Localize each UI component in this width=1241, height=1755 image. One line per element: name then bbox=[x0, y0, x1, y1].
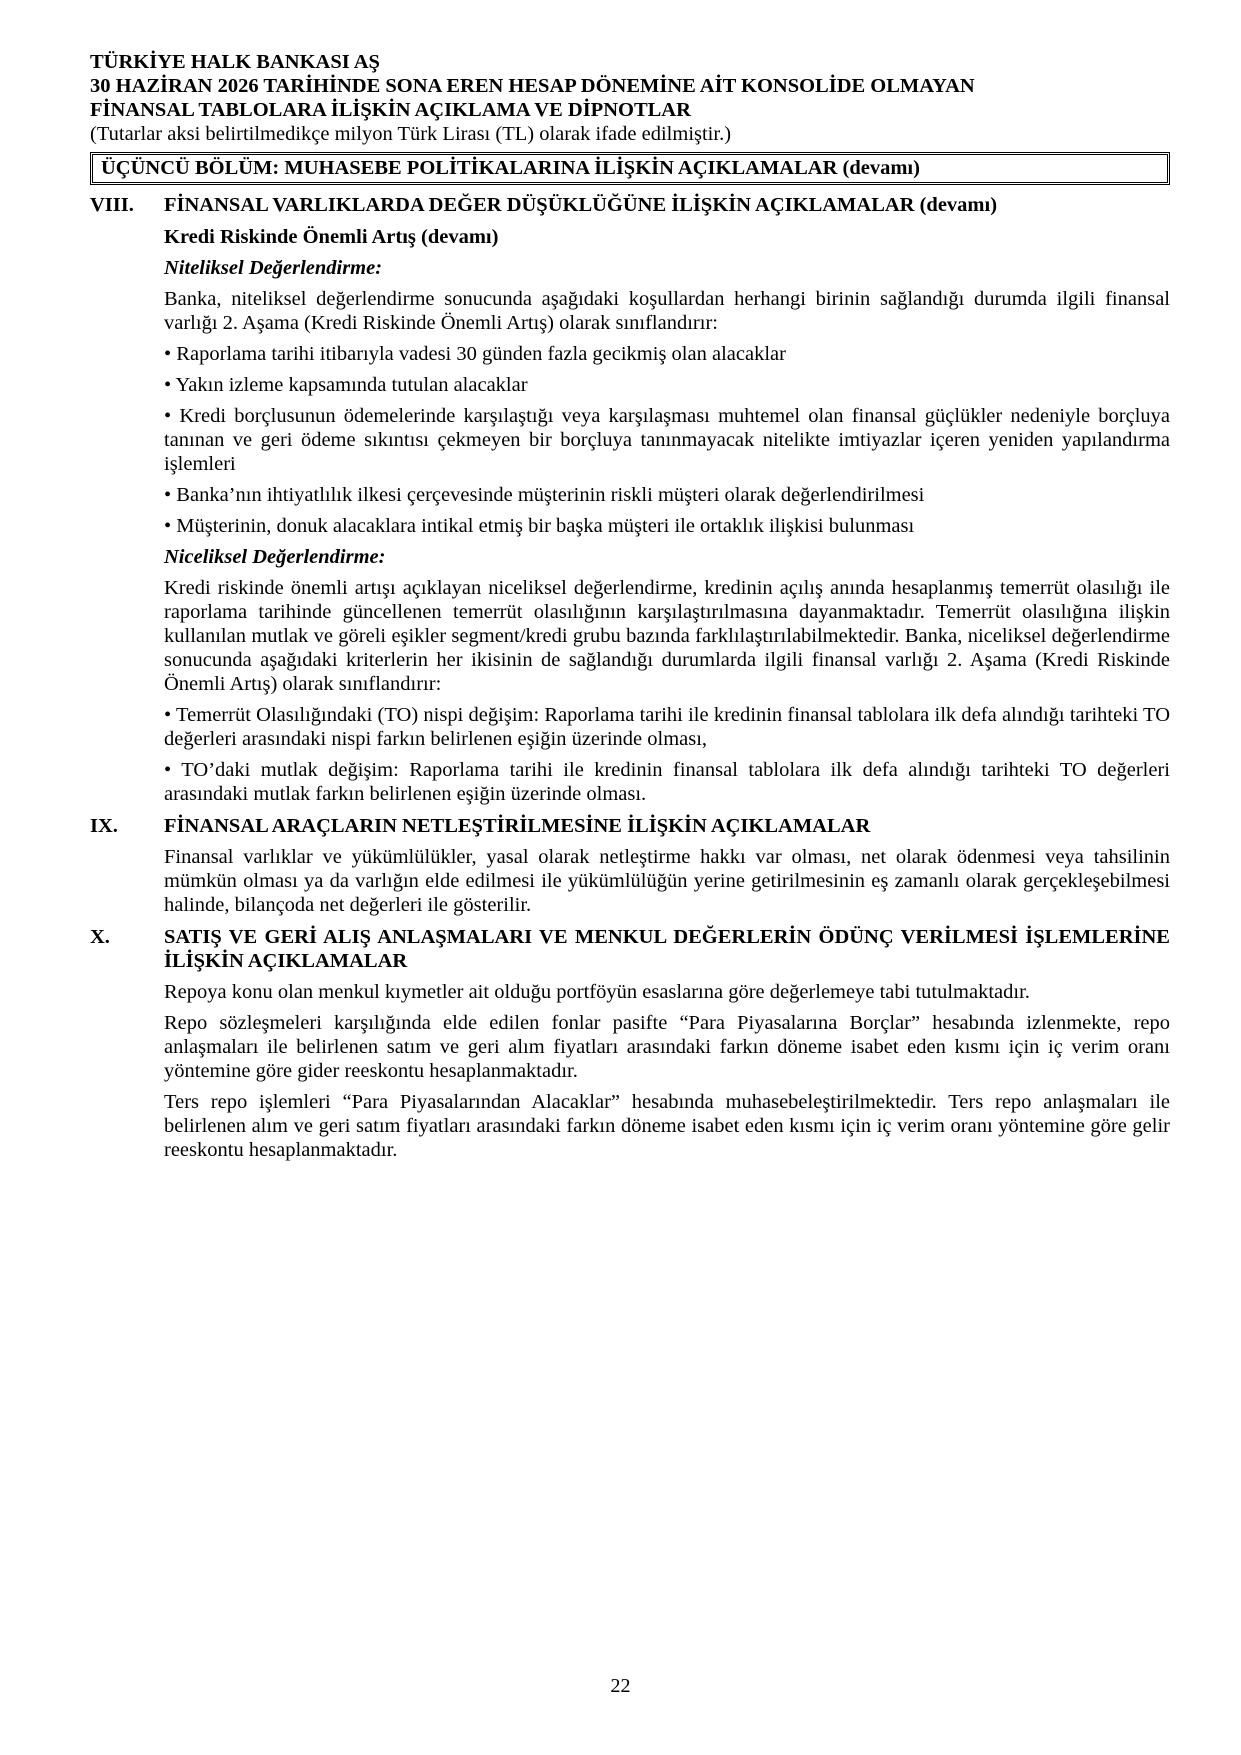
section-viii bbox=[90, 193, 1170, 806]
company-name: TÜRKİYE HALK BANKASI AŞ bbox=[90, 51, 380, 73]
bullet-item: • Yakın izleme kapsamında tutulan alacaklar bbox=[164, 374, 528, 396]
section-body bbox=[164, 193, 1170, 806]
bullet-item: • Banka’nın ihtiyatlılık ilkesi çerçevesinde müşterinin riskli müşteri olarak değerlendirilmesi bbox=[164, 484, 925, 506]
paragraph: Repoya konu olan menkul kıymetler ait olduğu portföyün esaslarına göre değerlemeye tabi tutulmaktadır. bbox=[164, 981, 1030, 1003]
paragraph: Kredi riskinde önemli artışı açıklayan niceliksel değerlendirme, kredinin açılış anında hesaplanmış temerrüt olasılığı ile raporlama tarihinde güncellenen temerrüt olasılığının karşılaştırılmasına dayanmaktadır. Temerrüt olasılığına ilişkin kullanılan mutlak ve göreli eşikler segment/kredi grubu bazında farklılaştırılabilmektedir. Banka, niceliksel değerlendirme sonucunda aşağıdaki kriterlerin her ikisinin de sağlandığı durumlarda ilgili finansal varlığı 2. Aşama (Kredi Riskinde Önemli Artış) olarak sınıflandırır: bbox=[164, 577, 1170, 695]
report-subtitle: FİNANSAL TABLOLARA İLİŞKİN AÇIKLAMA VE DİPNOTLAR bbox=[90, 99, 691, 121]
paragraph: Banka, niteliksel değerlendirme sonucunda aşağıdaki koşullardan herhangi birinin sağlandığı durumda ilgili finansal varlığı 2. Aşama (Kredi Riskinde Önemli Artış) olarak sınıflandırır: bbox=[164, 288, 1170, 334]
document-page bbox=[90, 50, 1170, 1162]
bullet-item: • Raporlama tarihi itibarıyla vadesi 30 günden fazla gecikmiş olan alacaklar bbox=[164, 343, 786, 365]
section-body bbox=[164, 925, 1170, 1162]
section-title: SATIŞ VE GERİ ALIŞ ANLAŞMALARI VE MENKUL DEĞERLERİN ÖDÜNÇ VERİLMESİ İŞLEMLERİNE İLİŞKİN AÇIKLAMALAR bbox=[164, 926, 1170, 972]
section-number: IX. bbox=[90, 815, 118, 837]
section-title: FİNANSAL ARAÇLARIN NETLEŞTİRİLMESİNE İLİŞKİN AÇIKLAMALAR bbox=[164, 815, 871, 837]
qualitative-title: Niteliksel Değerlendirme: bbox=[164, 257, 383, 279]
paragraph: Repo sözleşmeleri karşılığında elde edilen fonlar pasifte “Para Piyasalarına Borçlar” hesabında izlenmekte, repo anlaşmaları ile belirlenen satım ve geri alım fiyatları arasındaki farkın döneme isabet eden kısmı için iç verim oranı yöntemine göre gider reeskontu hesaplanmaktadır. bbox=[164, 1012, 1170, 1082]
bullet-item: • Temerrüt Olasılığındaki (TO) nispi değişim: Raporlama tarihi ile kredinin finansal tablolara ilk defa alındığı tarihteki TO değerleri arasındaki nispi farkın belirlenen eşiğin üzerinde olması, bbox=[164, 704, 1170, 750]
section-number: X. bbox=[90, 926, 110, 948]
page-number: 22 bbox=[610, 1675, 631, 1697]
subsection-title: Kredi Riskinde Önemli Artış (devamı) bbox=[164, 226, 499, 248]
quantitative-title: Niceliksel Değerlendirme: bbox=[164, 546, 386, 568]
section-x bbox=[90, 925, 1170, 1162]
paragraph: Finansal varlıklar ve yükümlülükler, yasal olarak netleştirme hakkı var olması, net olarak ödenmesi veya tahsilinin mümkün olması ya da varlığın elde edilmesi ile yükümlülüğün yerine getirilmesinin eş zamanlı olarak gerçekleşebilmesi halinde, bilançoda net değerleri ile gösterilir. bbox=[164, 846, 1170, 916]
section-number: VIII. bbox=[90, 194, 134, 216]
paragraph: Ters repo işlemleri “Para Piyasalarından Alacaklar” hesabında muhasebeleştirilmektedir. Ters repo anlaşmaları ile belirlenen alım ve geri satım fiyatları arasındaki farkın döneme isabet eden kısmı için iç verim oranı yöntemine göre gelir reeskontu hesaplanmaktadır. bbox=[164, 1091, 1170, 1161]
bullet-item: • TO’daki mutlak değişim: Raporlama tarihi ile kredinin finansal tablolara ilk defa alındığı tarihteki TO değerleri arasındaki mutlak farkın belirlenen eşiğin üzerinde olması. bbox=[164, 759, 1170, 805]
bullet-item: • Müşterinin, donuk alacaklara intikal etmiş bir başka müşteri ile ortaklık ilişkisi bulunması bbox=[164, 515, 915, 537]
bullet-item: • Kredi borçlusunun ödemelerinde karşılaştığı veya karşılaşması muhtemel olan finansal güçlükler nedeniyle borçluya tanınan ve geri ödeme sıkıntısı çekmeyen bir borçluya tanınmayacak nitelikte imtiyazlar içeren yeniden yapılandırma işlemleri bbox=[164, 405, 1170, 475]
report-period-title: 30 HAZİRAN 2026 TARİHİNDE SONA EREN HESAP DÖNEMİNE AİT KONSOLİDE OLMAYAN bbox=[90, 75, 975, 97]
part-title: ÜÇÜNCÜ BÖLÜM: MUHASEBE POLİTİKALARINA İLİŞKİN AÇIKLAMALAR (devamı) bbox=[90, 152, 1170, 185]
section-ix bbox=[90, 814, 1170, 917]
section-body bbox=[164, 814, 1170, 917]
section-title: FİNANSAL VARLIKLARDA DEĞER DÜŞÜKLÜĞÜNE İLİŞKİN AÇIKLAMALAR (devamı) bbox=[164, 194, 998, 216]
currency-note: (Tutarlar aksi belirtilmedikçe milyon Türk Lirası (TL) olarak ifade edilmiştir.) bbox=[90, 123, 732, 145]
